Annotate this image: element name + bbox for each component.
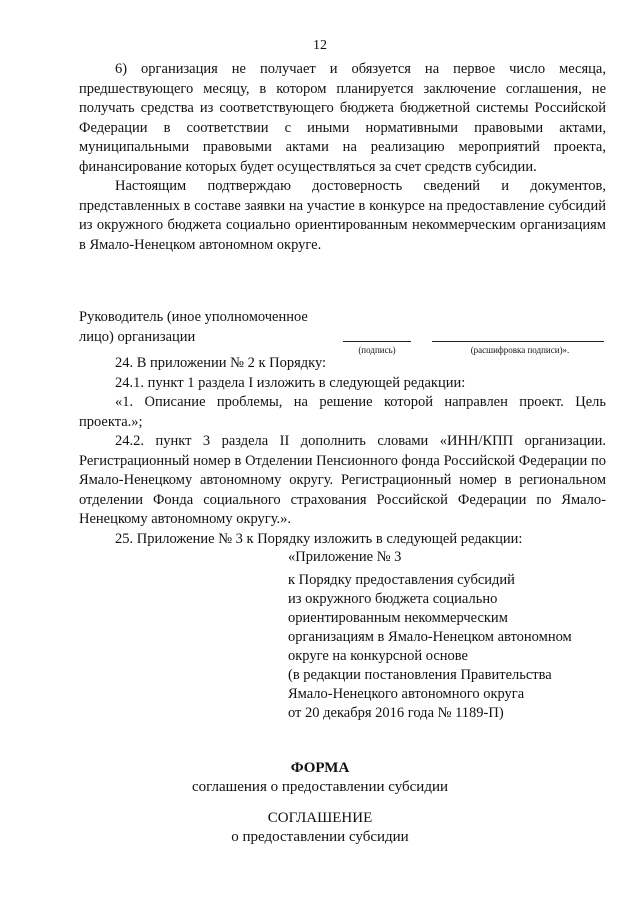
amendment-24: 24. В приложении № 2 к Порядку:	[115, 355, 327, 371]
signature-line	[343, 341, 411, 342]
appendix-line: из окружного бюджета социально	[288, 591, 498, 607]
appendix-line: (в редакции постановления Правительства	[288, 667, 552, 683]
appendix-title: «Приложение № 3	[288, 549, 402, 565]
form-heading: ФОРМА	[290, 760, 350, 776]
appendix-line: ориентированным некоммерческим	[288, 610, 508, 626]
amendments-block	[79, 354, 606, 549]
signature-decode-caption: (расшифровка подписи)».	[470, 345, 570, 355]
condition-paragraph: 6) организация не получает и обязуется на первое число месяца, предшествующего месяцу, в котором планируется заключение соглашения, не получать средства из соответствующего бюджета бюджетной системы Российской Федерации в соответствии с иными нормативными правовыми актами, муниципальными правовыми актами на реализацию мероприятий проекта, финансирование которых будет осуществляться за счет средств субсидии.	[79, 61, 606, 175]
agreement-heading: СОГЛАШЕНИЕ	[267, 810, 373, 826]
confirmation-paragraph: Настоящим подтверждаю достоверность сведений и документов, представленных в составе заявки на участие в конкурсе на предоставление субсидий из окружного бюджета социально ориентированным некоммерческим организациям в Ямало-Ненецком автономном округе.	[79, 178, 606, 253]
signature-caption: (подпись)	[358, 345, 396, 355]
agreement-subheading: о предоставлении субсидии	[231, 829, 409, 845]
amendment-24-1-text: «1. Описание проблемы, на решение которой направлен проект. Цель проекта.»;	[79, 394, 606, 430]
amendment-24-1: 24.1. пункт 1 раздела I изложить в следующей редакции:	[115, 374, 466, 391]
signature-decode-line	[432, 341, 604, 342]
amendment-25: 25. Приложение № 3 к Порядку изложить в следующей редакции:	[115, 530, 523, 547]
amendment-24-2: 24.2. пункт 3 раздела II дополнить словами «ИНН/КПП организации. Регистрационный номер в Отделении Пенсионного фонда Российской Федерации по Ямало-Ненецкому автономному округу. Регистрационный номер в региональном отделении Фонда социального страхования Российской Федерации по Ямало-Ненецкому автономному округу.».	[79, 433, 606, 527]
appendix-line: Ямало-Ненецкого автономного округа	[288, 686, 525, 702]
appendix-line: организациям в Ямало-Ненецком автономном	[288, 629, 572, 645]
form-subheading: соглашения о предоставлении субсидии	[191, 779, 449, 795]
appendix-line: к Порядку предоставления субсидий	[288, 572, 515, 588]
appendix-line: от 20 декабря 2016 года № 1189-П)	[288, 705, 504, 721]
page-number: 12	[313, 38, 327, 53]
appendix-line: округе на конкурсной основе	[288, 648, 468, 664]
signature-label: Руководитель (иное уполномоченное лицо) организации	[79, 309, 308, 345]
top-text-block	[79, 60, 606, 255]
